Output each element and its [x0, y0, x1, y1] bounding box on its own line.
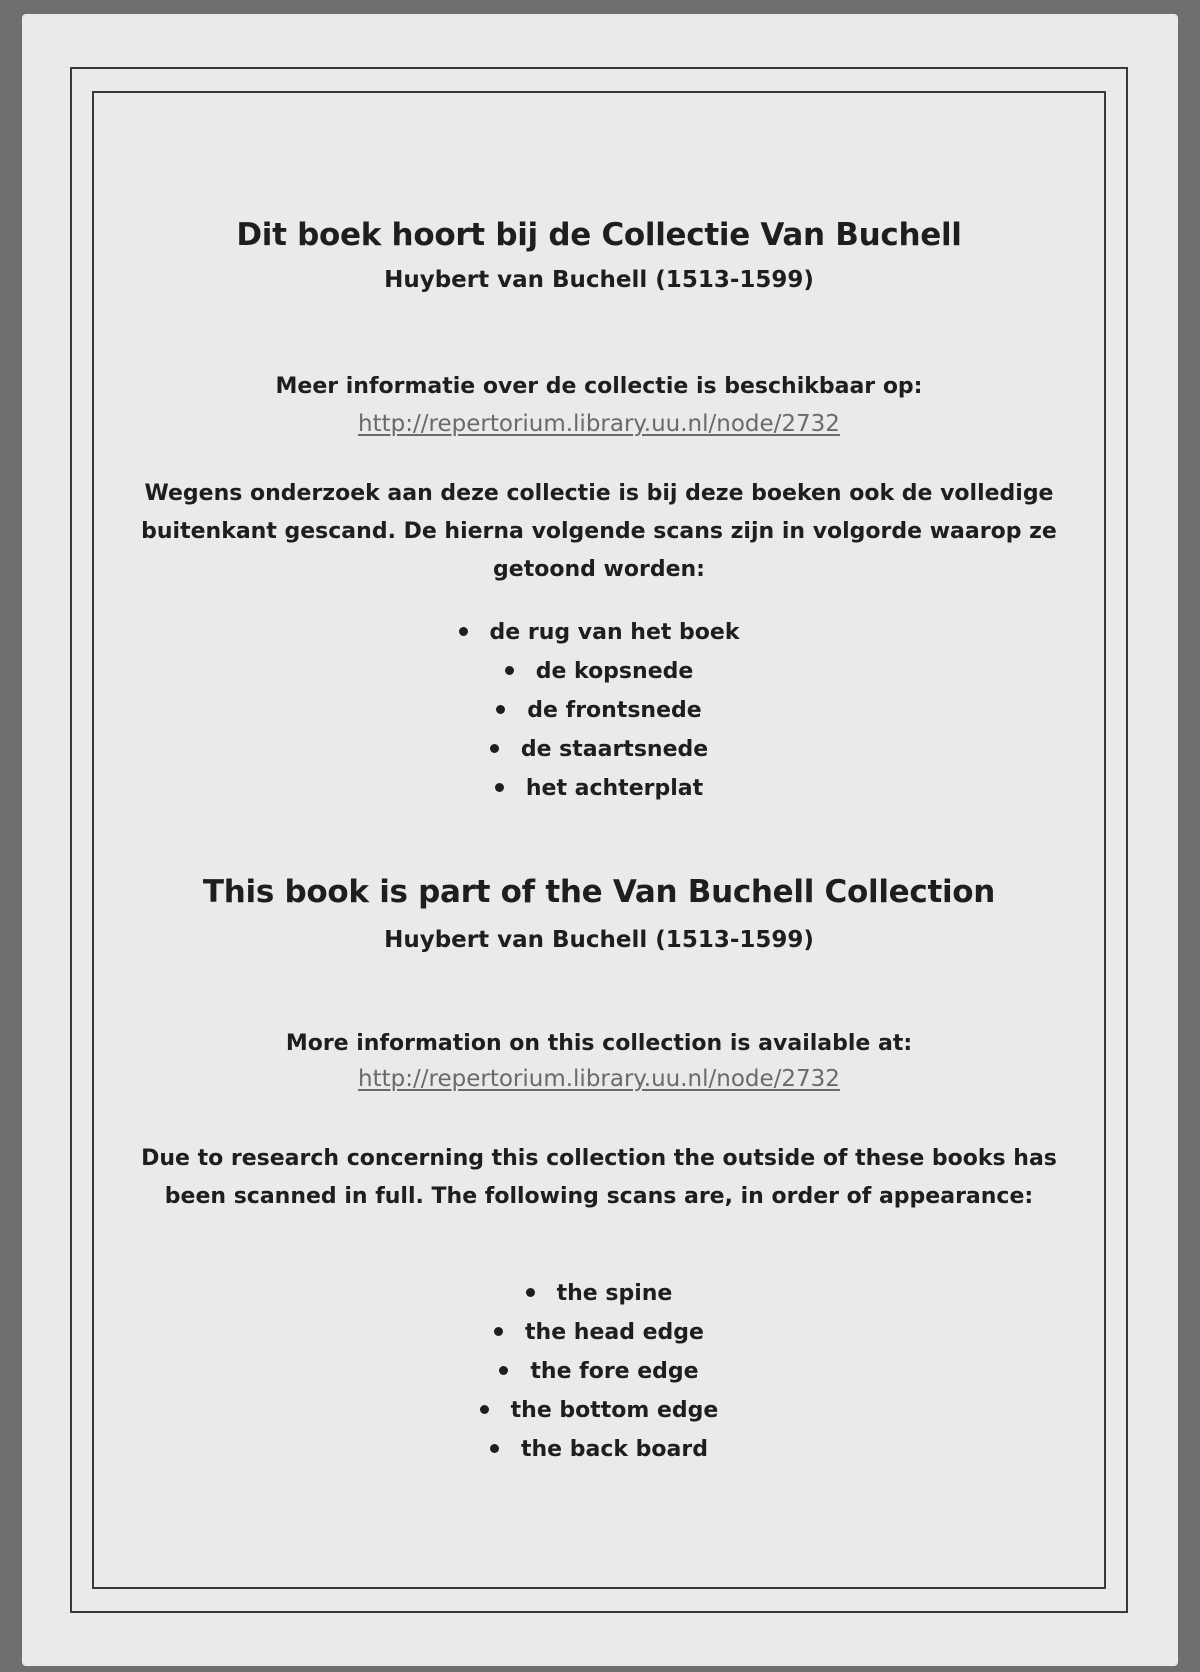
list-item-label: het achterplat [525, 776, 704, 801]
bullet-icon [480, 1405, 489, 1414]
bullet-icon [494, 1327, 503, 1336]
english-scan-list [92, 1274, 1106, 1469]
list-item-label: the fore edge [530, 1359, 699, 1384]
english-subtitle: Huybert van Buchell (1513-1599) [384, 927, 814, 953]
list-item [92, 1352, 1106, 1391]
english-link[interactable] [92, 1066, 1106, 1092]
list-item-label: de kopsnede [535, 659, 694, 684]
english-paragraph: Due to research concerning this collection the outside of these books has been scanned in full. The following scans are, in order of appearance: [141, 1146, 1057, 1209]
english-title: This book is part of the Van Buchell Collection [202, 874, 996, 910]
dutch-link[interactable] [92, 411, 1106, 437]
bullet-icon [490, 744, 499, 753]
document-content [92, 91, 1106, 1589]
list-item-label: de rug van het boek [489, 620, 740, 645]
dutch-link-text[interactable]: http://repertorium.library.uu.nl/node/2732 [358, 411, 840, 437]
list-item [92, 730, 1106, 769]
list-item [92, 1313, 1106, 1352]
list-item [92, 1274, 1106, 1313]
list-item [92, 1430, 1106, 1469]
dutch-scan-list [92, 613, 1106, 808]
dutch-info-label: Meer informatie over de collectie is beschikbaar op: [275, 374, 923, 399]
bullet-icon [499, 1366, 508, 1375]
bullet-icon [495, 783, 504, 792]
bullet-icon [496, 705, 505, 714]
list-item [92, 691, 1106, 730]
english-link-text[interactable]: http://repertorium.library.uu.nl/node/2732 [358, 1066, 840, 1092]
bullet-icon [526, 1288, 535, 1297]
list-item [92, 1391, 1106, 1430]
dutch-title: Dit boek hoort bij de Collectie Van Buchell [236, 217, 962, 253]
list-item-label: the spine [556, 1281, 673, 1306]
list-item-label: the head edge [525, 1320, 704, 1345]
list-item-label: the back board [521, 1437, 708, 1462]
dutch-subtitle: Huybert van Buchell (1513-1599) [384, 267, 814, 293]
english-info-label: More information on this collection is available at: [285, 1031, 913, 1056]
list-item [92, 769, 1106, 808]
list-item [92, 652, 1106, 691]
list-item-label: the bottom edge [510, 1398, 719, 1423]
document-sheet [22, 14, 1178, 1666]
list-item-label: de frontsnede [527, 698, 702, 723]
bullet-icon [505, 666, 514, 675]
bullet-icon [459, 627, 468, 636]
list-item [92, 613, 1106, 652]
dutch-paragraph: Wegens onderzoek aan deze collectie is bij deze boeken ook de volledige buitenkant gescand. De hierna volgende scans zijn in volgorde waarop ze getoond worden: [141, 481, 1057, 582]
list-item-label: de staartsnede [520, 737, 709, 762]
bullet-icon [490, 1444, 499, 1453]
